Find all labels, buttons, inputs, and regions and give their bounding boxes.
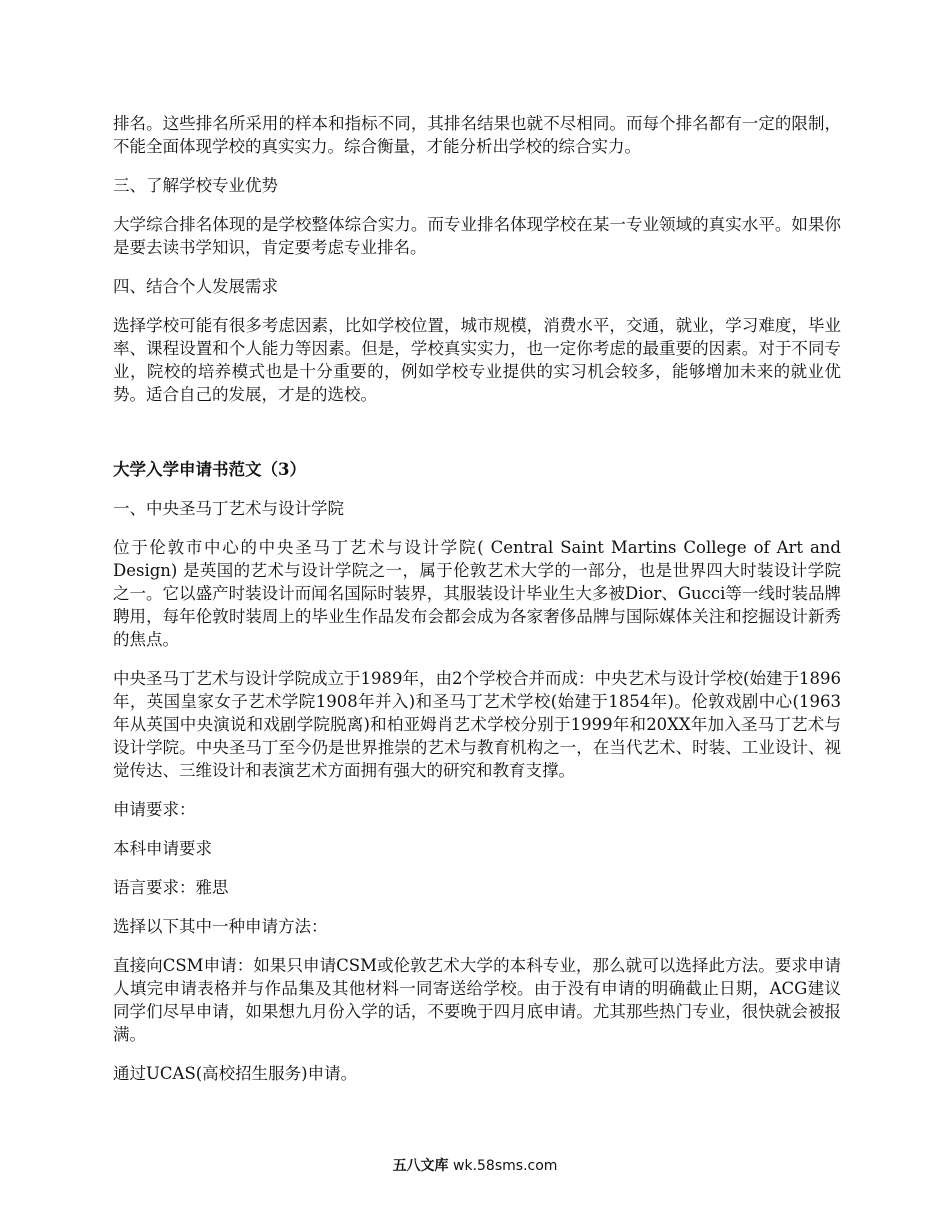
paragraph-ranking-limits: 排名。这些排名所采用的样本和指标不同，其排名结果也就不尽相同。而每个排名都有一定的限制，不能全面体现学校的真实实力。综合衡量，才能分析出学校的综合实力。 [113, 114, 841, 156]
section-title: 大学入学申请书范文（3） [113, 460, 306, 479]
paragraph-major-ranking: 大学综合排名体现的是学校整体综合实力。而专业排名体现学校在某一专业领域的真实水平。如果你是要去读书学知识，肯定要考虑专业排名。 [113, 215, 841, 257]
page-footer [0, 1157, 950, 1175]
paragraph-choose-method: 选择以下其中一种申请方法： [113, 917, 328, 936]
paragraph-language-requirements: 语言要求：雅思 [113, 878, 229, 897]
heading-major-advantages: 三、了解学校专业优势 [113, 176, 278, 195]
paragraph-csm-history: 中央圣马丁艺术与设计学院成立于1989年，由2个学校合并而成：中央艺术与设计学校(始建于1896年，英国皇家女子艺术学院1908年并入)和圣马丁艺术学校(始建于1854年)。伦敦戏剧中心(1963年从英国中央演说和戏剧学院脱离)和柏亚姆肖艺术学校分别于1999年和20XX年加入圣马丁艺术与设计学院。中央圣马丁至今仍是世界推崇的艺术与教育机构之一，在当代艺术、时装、工业设计、视觉传达、三维设计和表演艺术方面拥有强大的研究和教育支撑。 [113, 669, 841, 780]
paragraph-csm-intro: 位于伦敦市中心的中央圣马丁艺术与设计学院( Central Saint Martins College of Art and Design) 是英国的艺术与设计学院之一，属于伦敦艺术大学的一部分，也是世界四大时装设计学院之一。它以盛产时装设计而闻名国际时装界，其服装设计毕业生大多被Dior、Gucci等一线时装品牌聘用，每年伦敦时装周上的毕业生作品发布会都会成为各家奢侈品牌与国际媒体关注和挖掘设计新秀的焦点。 [113, 538, 841, 649]
paragraph-direct-application: 直接向CSM申请：如果只申请CSM或伦敦艺术大学的本科专业，那么就可以选择此方法。要求申请人填完申请表格并与作品集及其他材料一同寄送给学校。由于没有申请的明确截止日期，ACG建议同学们尽早申请，如果想九月份入学的话，不要晚于四月底申请。尤其那些热门专业，很快就会被报满。 [113, 956, 841, 1044]
paragraph-ucas-application: 通过UCAS(高校招生服务)申请。 [113, 1064, 358, 1083]
footer-site: wk.58sms.com [453, 1158, 558, 1174]
paragraph-undergrad-requirements: 本科申请要求 [113, 839, 212, 858]
document-body [113, 112, 841, 1101]
paragraph-application-requirements: 申请要求： [113, 800, 196, 819]
heading-personal-development: 四、结合个人发展需求 [113, 277, 278, 296]
footer-brand: 五八文库 [392, 1158, 449, 1174]
paragraph-school-factors: 选择学校可能有很多考虑因素，比如学校位置，城市规模，消费水平，交通，就业，学习难度，毕业率、课程设置和个人能力等因素。但是，学校真实实力，也一定你考虑的最重要的因素。对于不同专业，院校的培养模式也是十分重要的，例如学校专业提供的实习机会较多，能够增加未来的就业优势。适合自己的发展，才是的选校。 [113, 316, 841, 404]
heading-csm: 一、中央圣马丁艺术与设计学院 [113, 499, 344, 518]
